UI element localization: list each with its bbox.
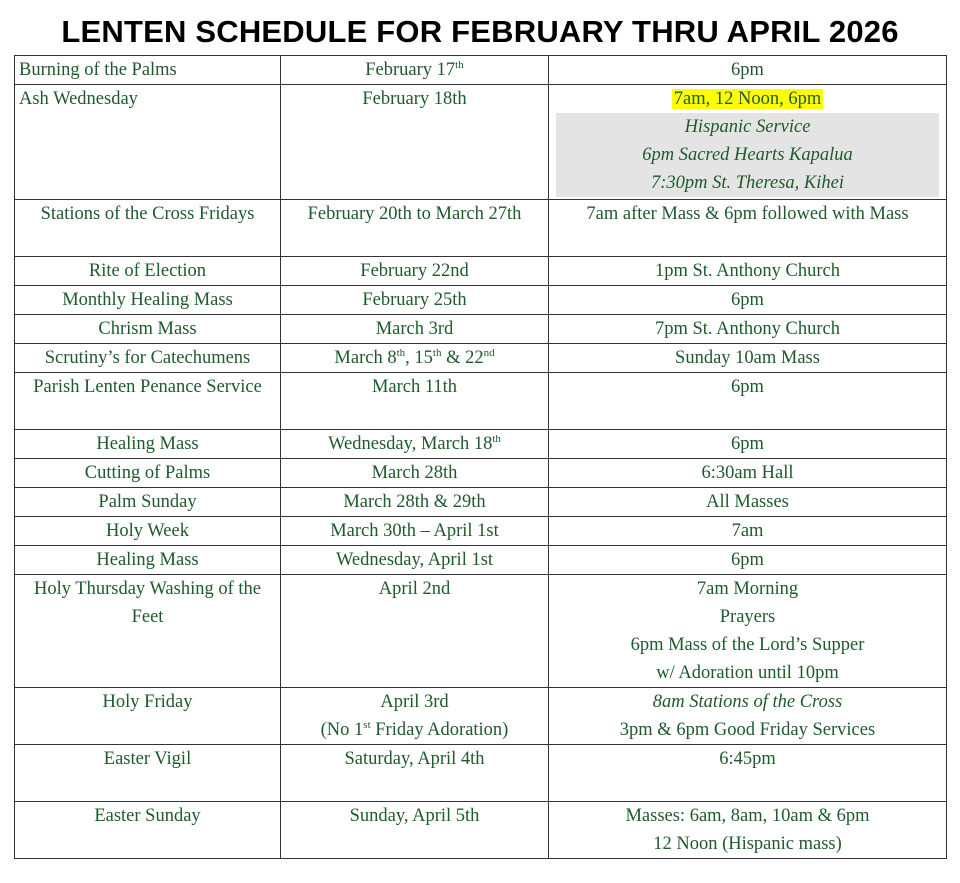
time-cell: 7am after Mass & 6pm followed with Mass: [549, 200, 947, 257]
date-cell: April 3rd (No 1st Friday Adoration): [281, 688, 549, 745]
table-row: [15, 575, 947, 688]
event-cell: Monthly Healing Mass: [15, 286, 281, 315]
event-cell: Healing Mass: [15, 430, 281, 459]
time-cell: 6pm: [549, 430, 947, 459]
table-row: [15, 200, 947, 257]
time-cell: [549, 85, 947, 200]
date-cell: Saturday, April 4th: [281, 745, 549, 802]
event-cell: Holy Friday: [15, 688, 281, 745]
page-title: LENTEN SCHEDULE FOR FEBRUARY THRU APRIL 2026: [61, 14, 899, 49]
event-cell: Chrism Mass: [15, 315, 281, 344]
date-cell: February 22nd: [281, 257, 549, 286]
date-cell: Wednesday, April 1st: [281, 546, 549, 575]
event-cell: Scrutiny’s for Catechumens: [15, 344, 281, 373]
time-cell: 7am Morning Prayers 6pm Mass of the Lord’s Supper w/ Adoration until 10pm: [549, 575, 947, 688]
table-row: [15, 745, 947, 802]
time-cell: 6:30am Hall: [549, 459, 947, 488]
date-cell: March 3rd: [281, 315, 549, 344]
table-row: [15, 488, 947, 517]
table-row: [15, 373, 947, 430]
hispanic-service-box: Hispanic Service 6pm Sacred Hearts Kapalua 7:30pm St. Theresa, Kihei: [556, 113, 939, 197]
date-cell: February 25th: [281, 286, 549, 315]
date-cell: Sunday, April 5th: [281, 802, 549, 859]
date-cell: Wednesday, March 18th: [281, 430, 549, 459]
event-cell: Holy Week: [15, 517, 281, 546]
time-cell: 6pm: [549, 56, 947, 85]
table-row: [15, 344, 947, 373]
time-cell: 6pm: [549, 373, 947, 430]
event-cell: Holy Thursday Washing of the Feet: [15, 575, 281, 688]
table-row: [15, 430, 947, 459]
time-cell: 7am: [549, 517, 947, 546]
event-cell: Stations of the Cross Fridays: [15, 200, 281, 257]
event-cell: Palm Sunday: [15, 488, 281, 517]
table-row: [15, 517, 947, 546]
date-cell: February 18th: [281, 85, 549, 200]
date-cell: March 11th: [281, 373, 549, 430]
event-cell: Healing Mass: [15, 546, 281, 575]
date-cell: April 2nd: [281, 575, 549, 688]
event-cell: Parish Lenten Penance Service: [15, 373, 281, 430]
schedule-table: [14, 55, 947, 859]
highlighted-times: 7am, 12 Noon, 6pm: [673, 89, 822, 109]
table-row: [15, 85, 947, 200]
time-cell: 6pm: [549, 286, 947, 315]
time-cell: 6pm: [549, 546, 947, 575]
date-cell: March 8th, 15th & 22nd: [281, 344, 549, 373]
time-cell: Sunday 10am Mass: [549, 344, 947, 373]
event-cell: Easter Sunday: [15, 802, 281, 859]
time-cell: 1pm St. Anthony Church: [549, 257, 947, 286]
event-cell: Burning of the Palms: [15, 56, 281, 85]
time-cell: 6:45pm: [549, 745, 947, 802]
date-cell: February 20th to March 27th: [281, 200, 549, 257]
event-cell: Cutting of Palms: [15, 459, 281, 488]
time-cell: 7pm St. Anthony Church: [549, 315, 947, 344]
date-cell: March 30th – April 1st: [281, 517, 549, 546]
table-row: [15, 546, 947, 575]
event-cell: Easter Vigil: [15, 745, 281, 802]
time-cell: Masses: 6am, 8am, 10am & 6pm 12 Noon (Hispanic mass): [549, 802, 947, 859]
time-cell: All Masses: [549, 488, 947, 517]
date-cell: March 28th: [281, 459, 549, 488]
date-cell: March 28th & 29th: [281, 488, 549, 517]
event-cell: Ash Wednesday: [15, 85, 281, 200]
table-row: [15, 286, 947, 315]
table-row: [15, 257, 947, 286]
table-row: [15, 459, 947, 488]
table-row: [15, 56, 947, 85]
table-row: [15, 802, 947, 859]
date-cell: February 17th: [281, 56, 549, 85]
table-row: [15, 315, 947, 344]
time-cell: 8am Stations of the Cross 3pm & 6pm Good Friday Services: [549, 688, 947, 745]
event-cell: Rite of Election: [15, 257, 281, 286]
table-row: [15, 688, 947, 745]
